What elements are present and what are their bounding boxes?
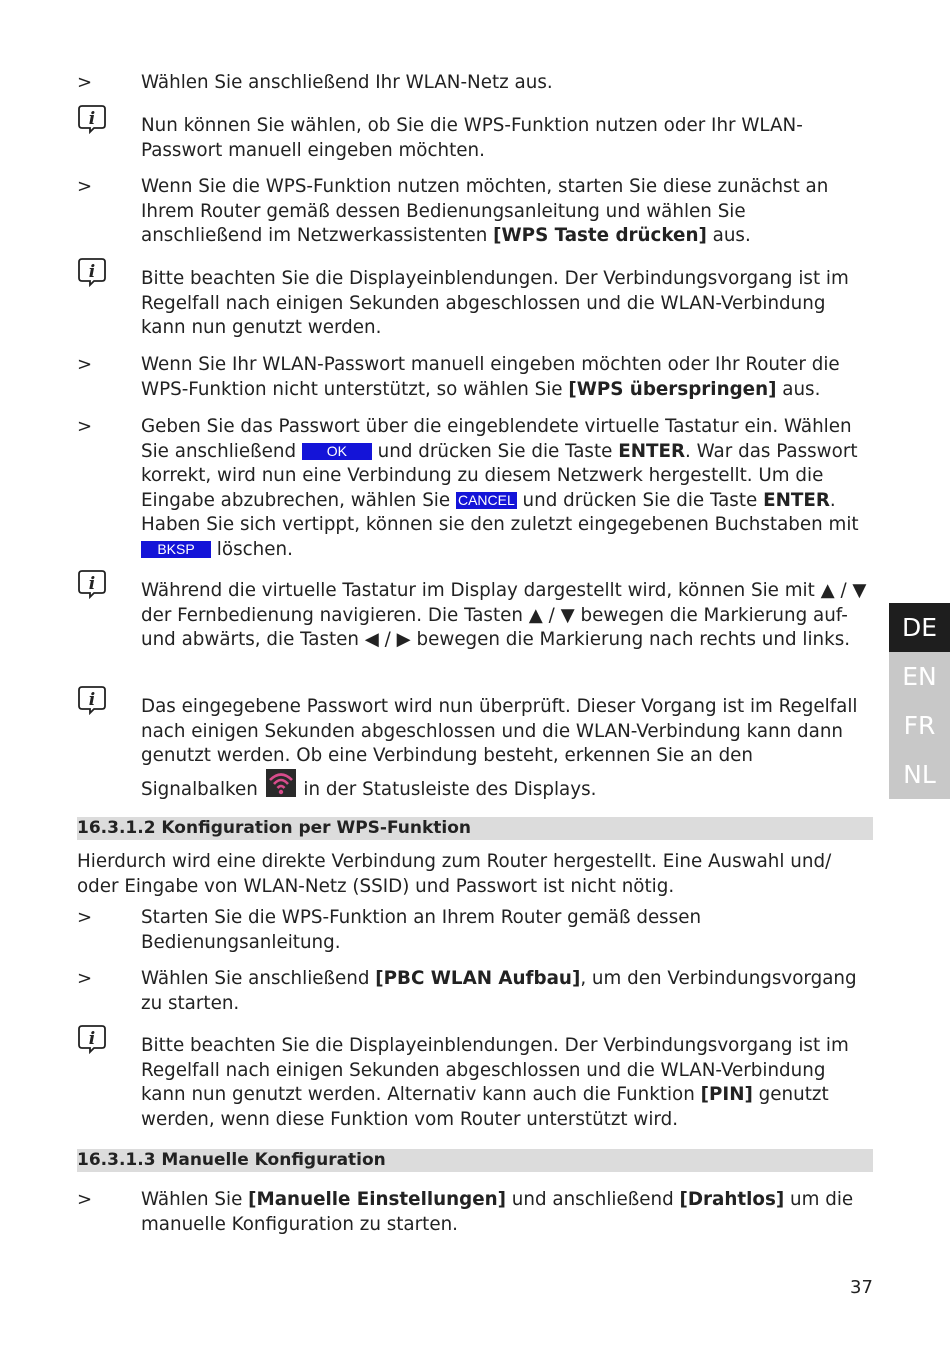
section-heading: 16.3.1.3 Manuelle Konfiguration xyxy=(77,1149,873,1172)
step-text: löschen. xyxy=(211,538,293,560)
step-text: Wählen Sie anschließend xyxy=(141,968,376,989)
menu-option: [PIN] xyxy=(700,1084,753,1105)
info-note xyxy=(77,574,869,653)
step-marker: > xyxy=(77,72,93,93)
svg-text:i: i xyxy=(88,574,96,594)
step-text: , um den Verbindungsvorgang zu starten. xyxy=(141,968,857,1014)
step-text: um die manuelle Konfiguration zu starten. xyxy=(141,1189,854,1235)
lang-tab-en[interactable]: EN xyxy=(889,652,950,701)
step-text: Wählen Sie xyxy=(141,1189,249,1210)
wifi-signal-icon xyxy=(266,769,296,797)
info-text: Bitte beachten Sie die Displayeinblendungen. Der Verbindungsvorgang ist im Regelfall nach einigen Sekunden abgeschlossen und die WLAN-Verbindung kann nun genutzt werden. xyxy=(141,268,849,338)
info-icon xyxy=(77,685,107,715)
menu-option: [Manuelle Einstellungen] xyxy=(248,1189,506,1210)
step-text: . War das Passwort korrekt, wird nun eine Verbindung zu diesem Netzwerk hergestellt. Um die Eingabe abzubrechen, wählen Sie xyxy=(141,440,858,511)
info-text: Nun können Sie wählen, ob Sie die WPS-Funktion nutzen oder Ihr WLAN-Passwort manuell eingeben möchten. xyxy=(141,115,803,161)
step-marker: > xyxy=(77,907,93,928)
info-note xyxy=(77,109,869,163)
bksp-key: BKSP xyxy=(141,541,211,558)
enter-key-label: ENTER xyxy=(618,440,686,462)
step-text: und drücken Sie die Taste xyxy=(516,489,764,511)
step-text: . Haben Sie sich vertippt, können sie den zuletzt eingegebenen Buchstaben mit xyxy=(141,489,859,535)
step-marker: > xyxy=(77,968,93,989)
step-item xyxy=(77,967,869,1016)
step-text: Wählen Sie anschließend Ihr WLAN-Netz aus. xyxy=(141,72,553,93)
section-heading: 16.3.1.2 Konfiguration per WPS-Funktion xyxy=(77,817,873,840)
step-item xyxy=(77,1188,869,1237)
section-paragraph: Hierdurch wird eine direkte Verbindung zum Router hergestellt. Eine Auswahl und/ oder Eingabe von WLAN-Netz (SSID) und Passwort ist nicht nötig. xyxy=(77,851,832,897)
menu-option: [WPS Taste drücken] xyxy=(493,225,707,246)
lang-tab-nl[interactable]: NL xyxy=(889,750,950,799)
svg-text:i: i xyxy=(88,262,96,282)
step-text: Starten Sie die WPS-Funktion an Ihrem Router gemäß dessen Bedienungsanleitung. xyxy=(141,907,702,953)
step-marker: > xyxy=(77,354,93,375)
info-note xyxy=(77,690,869,802)
step-marker: > xyxy=(77,176,93,197)
info-icon xyxy=(77,257,107,287)
info-text: in der Statusleiste des Displays. xyxy=(297,778,597,800)
language-tabs xyxy=(889,603,950,799)
step-text: aus. xyxy=(706,225,751,246)
step-item xyxy=(77,906,869,955)
step-item xyxy=(77,415,869,562)
svg-text:i: i xyxy=(88,109,96,129)
info-text: Während die virtuelle Tastatur im Display dargestellt wird, können Sie mit ▲ / ▼ der Fernbedienung navigieren. Die Tasten ▲ / ▼ bewegen die Markierung auf- und abwärts, die Tasten ◀ / ▶ bewegen die Markierung nach rechts und links. xyxy=(141,580,867,650)
info-icon xyxy=(77,104,107,134)
info-text: Das eingegebene Passwort wird nun überprüft. Dieser Vorgang ist im Regelfall nach einigen Sekunden abgeschlossen und die WLAN-Verbindung kann dann genutzt werden. Ob eine Verbindung besteht, erkennen Sie an den Signalbalken xyxy=(141,696,858,800)
page-number: 37 xyxy=(850,1277,873,1298)
info-text: genutzt werden, wenn diese Funktion vom Router unterstützt wird. xyxy=(141,1084,829,1130)
step-text: Wenn Sie Ihr WLAN-Passwort manuell eingeben möchten oder Ihr Router die WPS-Funktion nicht unterstützt, so wählen Sie xyxy=(141,354,840,400)
info-note xyxy=(77,1029,869,1132)
step-item xyxy=(77,175,869,249)
menu-option: [PBC WLAN Aufbau] xyxy=(375,968,581,989)
step-text: Geben Sie das Passwort über die eingeblendete virtuelle Tastatur ein. Wählen Sie anschließend xyxy=(141,416,852,462)
svg-text:i: i xyxy=(88,1029,96,1049)
ok-key: OK xyxy=(302,443,372,460)
svg-text:i: i xyxy=(88,690,96,710)
step-marker: > xyxy=(77,416,93,437)
info-icon xyxy=(77,569,107,599)
enter-key-label: ENTER xyxy=(763,489,830,511)
step-text: aus. xyxy=(776,378,821,400)
info-text: Bitte beachten Sie die Displayeinblendungen. Der Verbindungsvorgang ist im Regelfall nach einigen Sekunden abgeschlossen und die WLAN-Verbindung kann nun genutzt werden. Alternativ kann auch die Funktion xyxy=(141,1035,849,1105)
menu-option: [Drahtlos] xyxy=(679,1189,785,1210)
info-note xyxy=(77,262,869,341)
step-text: und anschließend xyxy=(505,1189,680,1210)
cancel-key: CANCEL xyxy=(457,491,515,508)
step-text: und drücken Sie die Taste xyxy=(371,440,619,462)
info-icon xyxy=(77,1024,107,1054)
step-text: Wenn Sie die WPS-Funktion nutzen möchten, starten Sie diese zunächst an Ihrem Router gemäß dessen Bedienungsanleitung und wählen Sie anschließend im Netzwerkassistenten xyxy=(141,176,829,246)
menu-option: [WPS überspringen] xyxy=(568,378,777,400)
step-marker: > xyxy=(77,1189,93,1210)
lang-tab-de[interactable]: DE xyxy=(889,603,950,652)
lang-tab-fr[interactable]: FR xyxy=(889,701,950,750)
step-item xyxy=(77,71,869,96)
step-item xyxy=(77,353,869,402)
